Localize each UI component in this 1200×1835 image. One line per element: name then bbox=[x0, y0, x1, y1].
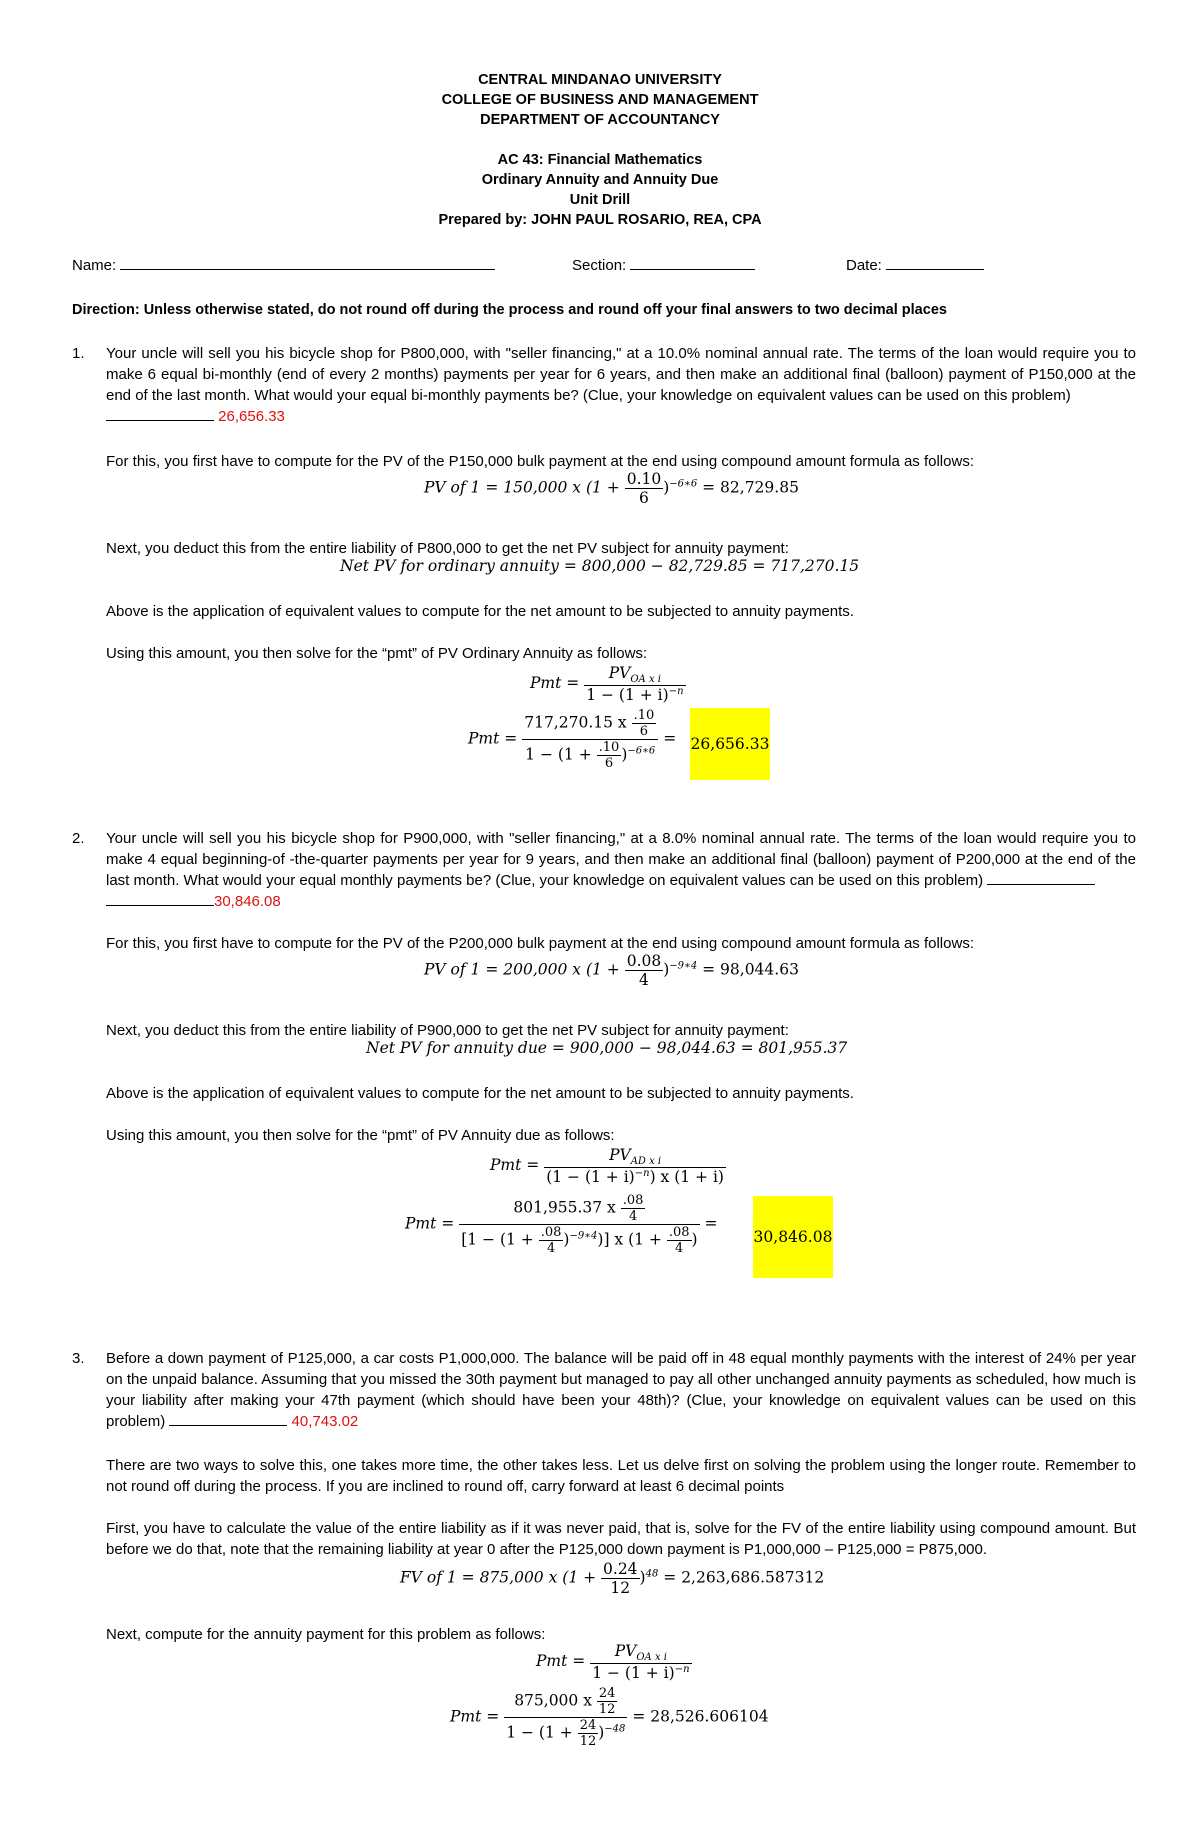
q2-number: 2. bbox=[72, 830, 85, 847]
q3-answer-blank[interactable] bbox=[169, 1411, 287, 1426]
q1-step3: Above is the application of equivalent values to compute for the net amount to be subjected to annuity payments. bbox=[106, 603, 854, 620]
q1-answer: 26,656.33 bbox=[218, 408, 285, 425]
department-title: DEPARTMENT OF ACCOUNTANCY bbox=[480, 112, 720, 128]
q2-blank-a[interactable] bbox=[987, 870, 1095, 885]
q2-eq-pv: PV of 1 = 200,000 x (1 + $\frac{0.08}{4}$ )$^{-9∗4}$ = 98,044.63 bbox=[424, 952, 799, 989]
q3-pmt-formula: Pmt = $\frac{PV_{OA x i}}{1 - (1 + i)^{-n}}$ bbox=[536, 1642, 690, 1683]
course-title: AC 43: Financial Mathematics bbox=[497, 152, 703, 168]
q2-step1: For this, you first have to compute for the PV of the P200,000 bulk payment at the end using compound amount formula as follows: bbox=[106, 935, 974, 952]
q1-step1: For this, you first have to compute for the PV of the P150,000 bulk payment at the end using compound amount formula as follows: bbox=[106, 453, 974, 470]
section-blank[interactable] bbox=[630, 255, 755, 270]
q1-pmt-formula: Pmt = $\frac{PV_{OA x i}}{1 - (1 + i)^{-n}}$ bbox=[530, 664, 684, 705]
q3-number: 3. bbox=[72, 1350, 85, 1367]
section-label: Section: bbox=[572, 257, 627, 274]
q1-step4: Using this amount, you then solve for the “pmt” of PV Ordinary Annuity as follows: bbox=[106, 645, 648, 662]
direction-text: Direction: Unless otherwise stated, do not round off during the process and round off your final answers to two decimal places bbox=[72, 302, 947, 318]
q2-text: Your uncle will sell you his bicycle shop for P900,000, with "seller financing," at a 8.0% nominal annual rate. The terms of the loan would require you to make 4 equal beginning-of -the-quarter payments per year for 9 years, and then make an additional final (balloon) payment of P200,000 at the end of the last month. What would your equal monthly payments be? (Clue, your knowledge on equivalent values can be used on this problem) bbox=[106, 830, 1136, 889]
q2-step3: Above is the application of equivalent values to compute for the net amount to be subjected to annuity payments. bbox=[106, 1085, 854, 1102]
q3-pmt-solution: Pmt = 875,000 x $\frac{24}{12}$ 1 − (1 + $\frac{24}{12}$ )$^{-48}$ = 28,526.606104 bbox=[450, 1686, 769, 1749]
q3-step1: There are two ways to solve this, one takes more time, the other takes less. Let us delve first on solving the problem using the longer route. Remember to not round off during the process. If you are inclined to round off, carry forward at least 6 decimal points bbox=[106, 1457, 1136, 1495]
q3-step2: First, you have to calculate the value of the entire liability as if it was never paid, that is, solve for the FV of the entire liability using compound amount. But before we do that, note that the remaining liability at year 0 after the P125,000 down payment is P1,000,000 – P125,000 = P875,000. bbox=[106, 1520, 1136, 1558]
date-label: Date: bbox=[846, 257, 882, 274]
college-title: COLLEGE OF BUSINESS AND MANAGEMENT bbox=[441, 92, 759, 108]
name-label: Name: bbox=[72, 257, 117, 274]
q2-pmt-formula: Pmt = $\frac{PV_{AD x i}}{(1 - (1 + i)^{-n}) x (1 + i)}$ bbox=[490, 1146, 724, 1187]
q3-text: Before a down payment of P125,000, a car costs P1,000,000. The balance will be paid off in 48 equal monthly payments with the interest of 24% per year on the unpaid balance. Assuming that you missed the 30th payment but managed to pay all other unchanged annuity payments as scheduled, how much is your liability after making your 47th payment (which should have been your 48th)? (Clue, your knowledge on equivalent values can be used on this problem) bbox=[106, 1350, 1136, 1430]
q1-result-highlight bbox=[690, 708, 770, 780]
name-field bbox=[72, 255, 495, 276]
q2-question bbox=[106, 828, 1136, 912]
q1-eq-netpv: Net PV for ordinary annuity = 800,000 − 82,729.85 = 717,270.15 bbox=[340, 557, 860, 575]
q2-answer: 30,846.08 bbox=[214, 893, 281, 910]
drill-title: Unit Drill bbox=[569, 192, 631, 208]
date-field bbox=[846, 255, 984, 276]
q2-pmt-solution: Pmt = 801,955.37 x $\frac{.08}{4}$ [1 − (1 + $\frac{.08}{4}$ )$^{-9∗4}$)] x (1 + $\frac{.08}{4}$ ) = bbox=[405, 1193, 718, 1256]
q1-eq-pv: PV of 1 = 150,000 x (1 + $\frac{0.10}{6}$ )$^{-6∗6}$ = 82,729.85 bbox=[424, 470, 799, 507]
q1-question bbox=[106, 343, 1136, 427]
q2-result: 30,846.08 bbox=[753, 1228, 833, 1246]
q1-pmt-solution: Pmt = 717,270.15 x $\frac{.10}{6}$ 1 − (1 + $\frac{.10}{6}$ )$^{-6∗6}$ = bbox=[468, 708, 677, 771]
q1-step2: Next, you deduct this from the entire liability of P800,000 to get the net PV subject for annuity payment: bbox=[106, 540, 789, 557]
q3-question bbox=[106, 1348, 1136, 1432]
q2-answer-blank[interactable] bbox=[106, 891, 214, 906]
q1-text: Your uncle will sell you his bicycle shop for P800,000, with "seller financing," at a 10.0% nominal annual rate. The terms of the loan would require you to make 6 equal bi-monthly (end of every 2 months) payments per year for 6 years, and then make an additional final (balloon) payment of P150,000 at the end of the last month. What would your equal bi-monthly payments be? (Clue, your knowledge on equivalent values can be used on this problem) bbox=[106, 345, 1136, 404]
q2-eq-netpv: Net PV for annuity due = 900,000 − 98,044.63 = 801,955.37 bbox=[366, 1039, 848, 1057]
q2-step4: Using this amount, you then solve for the “pmt” of PV Annuity due as follows: bbox=[106, 1127, 615, 1144]
prepared-by: Prepared by: JOHN PAUL ROSARIO, REA, CPA bbox=[438, 212, 762, 228]
q1-answer-blank[interactable] bbox=[106, 406, 214, 421]
q2-step2: Next, you deduct this from the entire liability of P900,000 to get the net PV subject for annuity payment: bbox=[106, 1022, 789, 1039]
q2-result-highlight bbox=[753, 1196, 833, 1278]
q1-result: 26,656.33 bbox=[690, 735, 770, 753]
q1-number: 1. bbox=[72, 345, 85, 362]
date-blank[interactable] bbox=[886, 255, 984, 270]
q3-step3: Next, compute for the annuity payment for this problem as follows: bbox=[106, 1626, 546, 1643]
university-title: CENTRAL MINDANAO UNIVERSITY bbox=[478, 72, 722, 88]
topic-title: Ordinary Annuity and Annuity Due bbox=[481, 172, 719, 188]
name-blank[interactable] bbox=[120, 255, 495, 270]
section-field bbox=[572, 255, 755, 276]
q3-answer: 40,743.02 bbox=[291, 1413, 359, 1430]
q3-eq-fv: FV of 1 = 875,000 x (1 + $\frac{0.24}{12}$ )$^{48}$ = 2,263,686.587312 bbox=[400, 1560, 825, 1597]
